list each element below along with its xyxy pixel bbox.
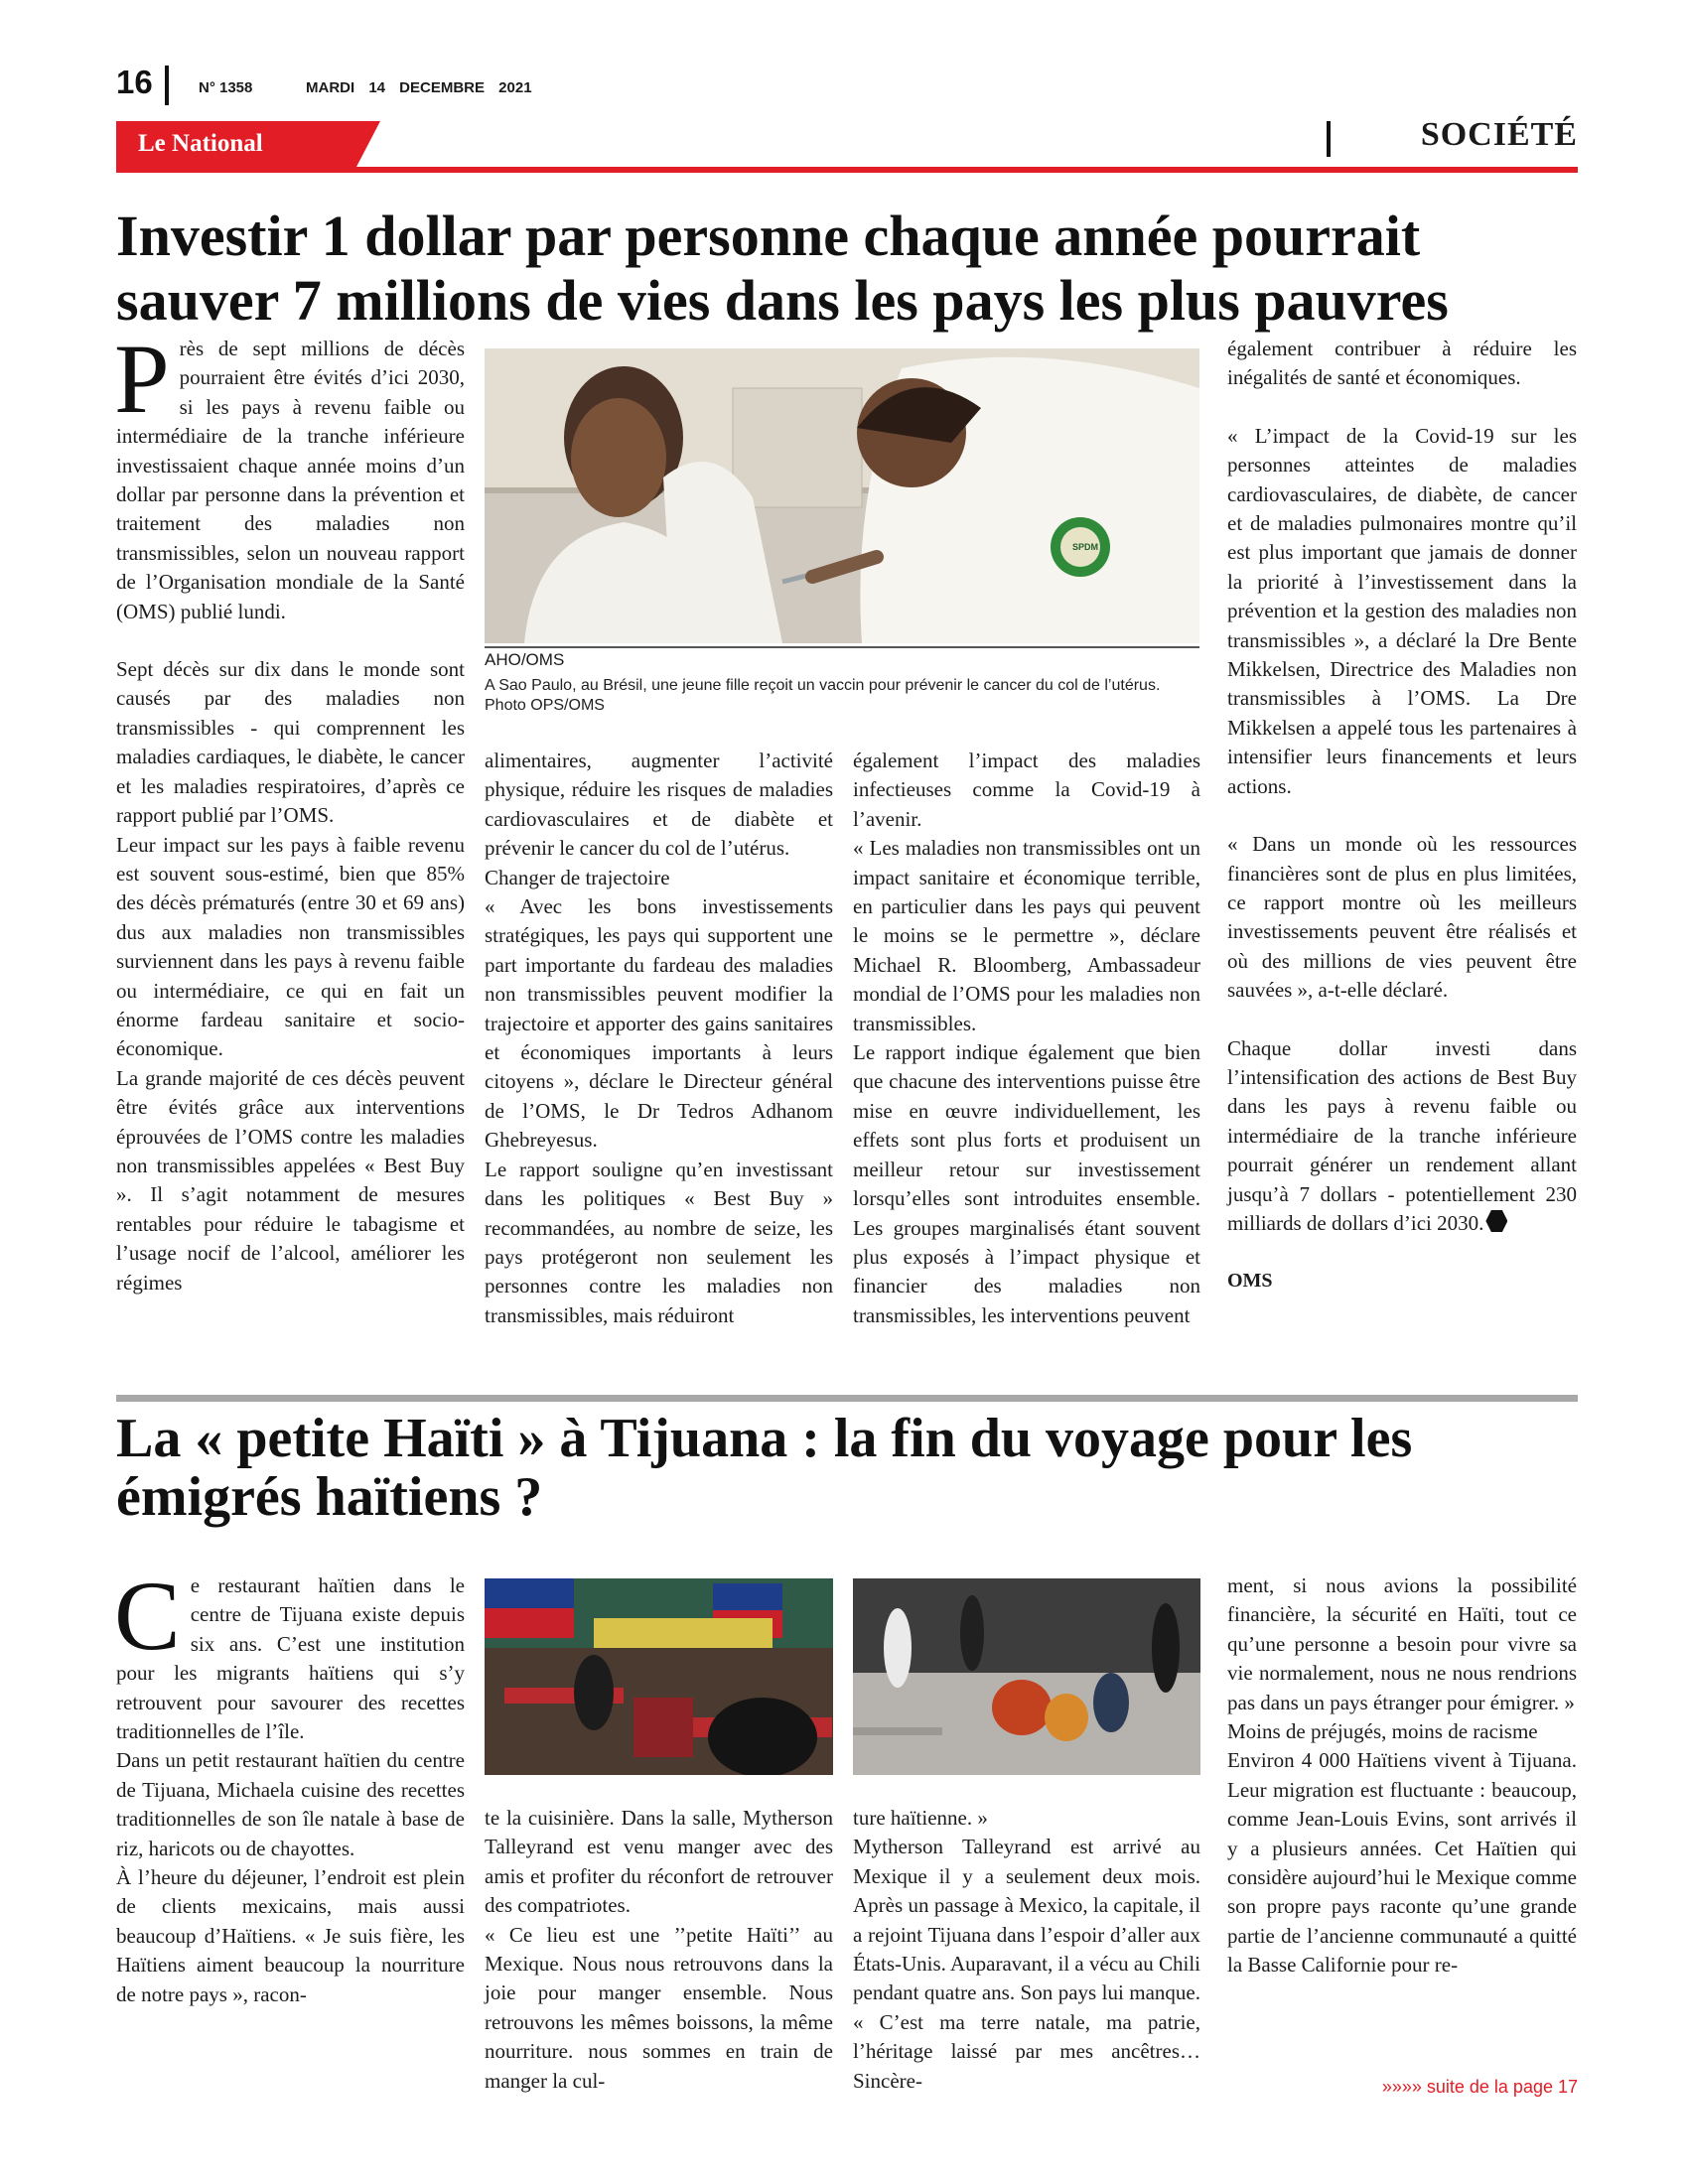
article1-paragraph: également contribuer à réduire les inégalités de santé et économiques.	[1227, 337, 1577, 390]
photo-credit: AHO/OMS	[485, 646, 1199, 670]
article1-paragraph: Le rapport souligne qu’en investissant dans les politiques « Best Buy » recommandées, au nombre de seize, les pays protégeront non seulement les personnes contre les maladies non transmissibles, mais réduiront	[485, 1157, 833, 1327]
vaccination-photo-art	[485, 348, 1199, 643]
article2-paragraph: Ce restaurant haïtien dans le centre de Tijuana existe depuis six ans. C’est une institution pour les migrants haïtiens qui s’y retrouvent pour savourer des recettes traditionnelles de l’île.	[114, 1561, 465, 1744]
article1-signature: OMS	[1227, 1270, 1273, 1293]
article2-subheading: Moins de préjugés, moins de racisme	[1227, 1719, 1538, 1744]
restaurant-photo	[485, 1578, 833, 1775]
article1-paragraph: « Dans un monde où les ressources financières sont de plus en plus limitées, ce rapport montre où les meilleurs investissements peuvent être réalisés et où des millions de vies peuvent être sauvées », a-t-elle déclaré.	[1227, 832, 1577, 1003]
photo-badge-text: SPDM	[1071, 542, 1098, 552]
brand-tab-tail	[356, 121, 380, 167]
section-name: SOCIÉTÉ	[1420, 116, 1578, 153]
end-of-article-icon	[1485, 1210, 1507, 1232]
article2-column-1	[114, 1561, 465, 2009]
article2-column-2	[485, 1804, 833, 2096]
page-number: 16	[116, 64, 153, 100]
article2-paragraph: ture haïtienne. »	[853, 1806, 988, 1830]
article1-column-1	[114, 324, 465, 1297]
article1-paragraph: « L’impact de la Covid-19 sur les personnes atteintes de maladies cardiovasculaires, de diabète, de cancer et de maladies pulmonaires montre qu’il est plus important que jamais de donner la priorité à l’investissement dans la prévention et la gestion des maladies non transmissibles », a déclaré la Dre Bente Mikkelsen, Directrice des Maladies non transmissibles à l’OMS. La Dre Mikkelsen a appelé tous les partenaires à intensifier leurs financements et leurs actions.	[1227, 423, 1577, 798]
article1-paragraph: Chaque dollar investi dans l’intensification des actions de Best Buy dans les pays à revenu faible ou intermédiaire de la tranche inférieure pourrait générer un rendement allant jusqu’à 7 dollars - potentiellement 230 milliards de dollars d’ici 2030.	[1227, 1035, 1577, 1235]
article2-paragraph: À l’heure du déjeuner, l’endroit est plein de clients mexicains, mais aussi beaucoup d’Haïtiens. « Je suis fière, les Haïtiens aiment beaucoup la nourriture de notre pays », racon-	[116, 1865, 465, 2006]
red-rule	[116, 167, 1578, 173]
article1-paragraph: La grande majorité de ces décès peuvent être évités grâce aux interventions éprouvées de l’OMS contre les maladies non transmissibles appelées « Best Buy ». Il s’agit notamment de mesures rentables pour réduire le tabagisme et l’usage nocif de l’alcool, améliorer les régimes	[116, 1065, 465, 1295]
article1-column-2	[485, 747, 833, 1330]
section-divider	[1327, 121, 1331, 157]
article1-headline: Investir 1 dollar par personne chaque année pourrait sauver 7 millions de vies dans les pays les plus pauvres	[116, 204, 1449, 333]
photo-caption: A Sao Paulo, au Brésil, une jeune fille reçoit un vaccin pour prévenir le cancer du col de l’utérus. Photo OPS/OMS	[485, 677, 1161, 714]
article2-column-3	[853, 1804, 1200, 2096]
article2-headline: La « petite Haïti » à Tijuana : la fin du voyage pour les émigrés haïtiens ?	[116, 1408, 1413, 1528]
article1-paragraph: « Avec les bons investissements stratégiques, les pays qui supportent une part importante du fardeau des maladies non transmissibles peuvent modifier la trajectoire et apporter des gains sanitaires et économiques importants à leurs citoyens », déclare le Directeur général de l’OMS, le Dr Tedros Adhanom Ghebreyesus.	[485, 894, 833, 1153]
article1-paragraph: Sept décès sur dix dans le monde sont causés par des maladies non transmissibles - qui comprennent les maladies cardiaques, le diabète, le cancer et les maladies respiratoires, d’après ce rapport publié par l’OMS.	[116, 657, 465, 828]
article1-paragraph: également l’impact des maladies infectieuses comme la Covid-19 à l’avenir.	[853, 749, 1200, 831]
vaccination-photo	[485, 348, 1199, 643]
masthead-band	[116, 121, 1578, 173]
article1-paragraph: « Les maladies non transmissibles ont un impact sanitaire et économique terrible, en particulier dans les pays qui peuvent le moins se le permettre », déclare Michael R. Bloomberg, Ambassadeur mondial de l’OMS pour les maladies non transmissibles.	[853, 836, 1200, 1035]
article1-paragraph: Près de sept millions de décès pourraient être évités d’ici 2030, si les pays à revenu faible ou intermédiaire de la tranche inférieure investissaient chaque année moins d’un dollar par personne dans la prévention et traitement des maladies non transmissibles, selon un nouveau rapport de l’Organisation mondiale de la Santé (OMS) publié lundi.	[114, 324, 465, 623]
article2-paragraph: Dans un petit restaurant haïtien du centre de Tijuana, Michaela cuisine des recettes traditionnelles de son île natale à base de riz, haricots ou de chayottes.	[116, 1748, 465, 1860]
article2-dropcap: C	[114, 1561, 181, 1671]
article1-dropcap: P	[114, 324, 170, 434]
article1-paragraph: alimentaires, augmenter l’activité physique, réduire les risques de maladies cardiovasculaires et de diabète et prévenir le cancer du col de l’utérus.	[485, 749, 833, 861]
article1-subheading: Changer de trajectoire	[485, 865, 670, 889]
article2-paragraph: ment, si nous avions la possibilité financière, la sécurité en Haïti, tout ce qu’une personne a besoin pour vivre sa vie normalement, nous ne nous rendrions pas dans un pays étranger pour émigrer. »	[1227, 1573, 1577, 1714]
article2-paragraph: Mytherson Talleyrand est arrivé au Mexique il y a seulement deux mois. Après un passage à Mexico, la capitale, il a rejoint Tijuana dans l’espoir d’aller aux États-Unis. Auparavant, il a vécu au Chili pendant quatre ans. Son pays lui manque. « C’est ma terre natale, ma patrie, l’héritage laissé par mes ancêtres… Sincère-	[853, 1835, 1200, 2093]
street-photo-art	[853, 1578, 1200, 1775]
article1-column-4	[1227, 335, 1577, 1297]
page-number-divider	[165, 66, 169, 105]
article2-paragraph: te la cuisinière. Dans la salle, Mytherson Talleyrand est venu manger avec des amis et profiter du réconfort de retrouver des compatriotes.	[485, 1806, 833, 1918]
article2-paragraph: « Ce lieu est une ’’petite Haïti’’ au Mexique. Nous nous retrouvons dans la joie pour manger ensemble. Nous retrouvons les mêmes boissons, la même nourriture. nous sommes en train de manger la cul-	[485, 1922, 833, 2093]
brand-name: Le National	[138, 130, 263, 157]
restaurant-photo-art	[485, 1578, 833, 1775]
article-divider	[116, 1395, 1578, 1402]
continued-on-link[interactable]: »»»» suite de la page 17	[1381, 2077, 1578, 2097]
article2-column-4	[1227, 1571, 1577, 1980]
issue-date: MARDI 14 DECEMBRE 2021	[306, 79, 532, 96]
article1-paragraph: Leur impact sur les pays à faible revenu est souvent sous-estimé, bien que 85% des décès prématurés (entre 30 et 69 ans) dus aux maladies non transmissibles surviennent dans les pays à revenu faible ou intermédiaire, ce qui en fait un énorme fardeau sanitaire et socio-économique.	[116, 832, 465, 1061]
issue-number: N° 1358	[199, 79, 253, 96]
street-photo	[853, 1578, 1200, 1775]
article2-paragraph: Environ 4 000 Haïtiens vivent à Tijuana. Leur migration est fluctuante : beaucoup, comme Jean-Louis Evins, sont arrivés il y a plusieurs années. Cet Haïtien qui considère aujourd’hui le Mexique comme son propre pays raconte qu’une grande partie de l’ancienne communauté a quitté la Basse Californie pour re-	[1227, 1748, 1577, 1978]
article1-paragraph: Le rapport indique également que bien que chacune des interventions puisse être mise en œuvre individuellement, les effets sont plus forts et produisent un meilleur retour sur investissement lorsqu’elles sont introduites ensemble. Les groupes marginalisés étant souvent plus exposés à l’impact physique et financier des maladies non transmissibles, les interventions peuvent	[853, 1040, 1200, 1327]
article1-column-3	[853, 747, 1200, 1330]
